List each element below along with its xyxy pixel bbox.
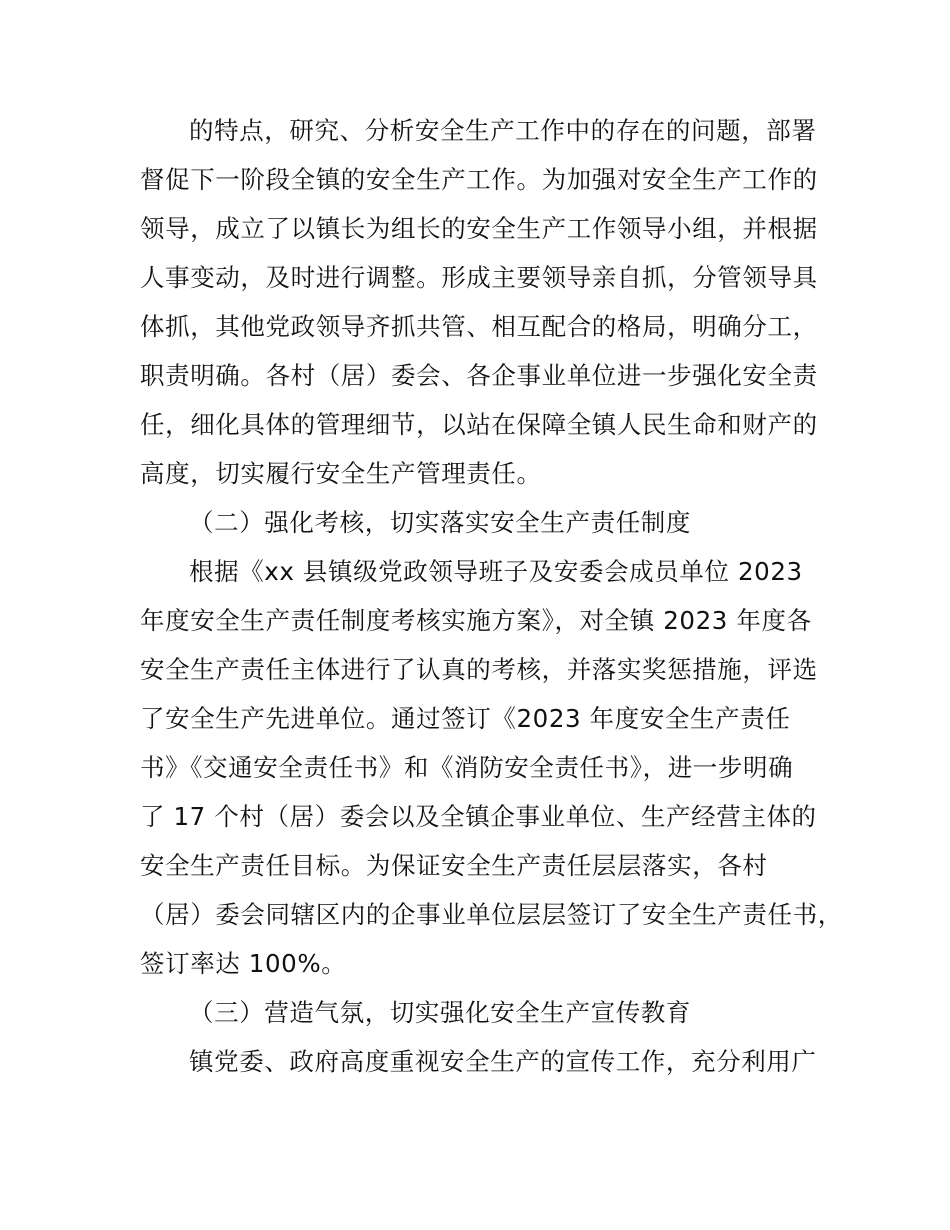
document-body	[140, 106, 843, 1086]
text-line: 安全生产责任主体进行了认真的考核，并落实奖惩措施，评选	[140, 655, 818, 684]
text-line: 督促下一阶段全镇的安全生产工作。为加强对安全生产工作的	[140, 165, 818, 194]
text-line: 年度安全生产责任制度考核实施方案》，对全镇 2023 年度各	[140, 606, 812, 635]
text-line: 安全生产责任目标。为保证安全生产责任层层落实，各村	[140, 851, 768, 880]
text-line: 镇党委、政府高度重视安全生产的宣传工作，充分利用广	[189, 1047, 817, 1076]
paragraph-assessment	[140, 547, 843, 988]
text-line: 领导，成立了以镇长为组长的安全生产工作领导小组，并根据	[140, 214, 818, 243]
text-line: 了 17 个村（居）委会以及全镇企事业单位、生产经营主体的	[140, 802, 817, 831]
text-line: 根据《xx 县镇级党政领导班子及安委会成员单位 2023	[189, 557, 803, 586]
text-line: 了安全生产先进单位。通过签订《2023 年度安全生产责任	[140, 704, 791, 733]
text-line: 任，细化具体的管理细节，以站在保障全镇人民生命和财产的	[140, 410, 818, 439]
text-line: 签订率达 100%。	[140, 949, 347, 978]
text-line: 体抓，其他党政领导齐抓共管、相互配合的格局，明确分工，	[140, 312, 818, 341]
section-heading-2	[140, 498, 830, 547]
text-line: 职责明确。各村（居）委会、各企事业单位进一步强化安全责	[140, 361, 818, 390]
text-line: 的特点，研究、分析安全生产工作中的存在的问题，部署	[189, 116, 817, 145]
heading-text: （三）营造气氛，切实强化安全生产宣传教育	[189, 998, 691, 1027]
text-line: 高度，切实履行安全生产管理责任。	[140, 459, 542, 488]
heading-text: （二）强化考核，切实落实安全生产责任制度	[189, 508, 691, 537]
paragraph-publicity	[140, 1037, 830, 1086]
paragraph-leadership	[140, 106, 830, 498]
text-line: 人事变动，及时进行调整。形成主要领导亲自抓，分管领导具	[140, 263, 818, 292]
section-heading-3	[140, 988, 830, 1037]
text-line: （居）委会同辖区内的企事业单位层层签订了安全生产责任书，	[140, 900, 843, 929]
text-line: 书》《交通安全责任书》和《消防安全责任书》，进一步明确	[140, 753, 794, 782]
